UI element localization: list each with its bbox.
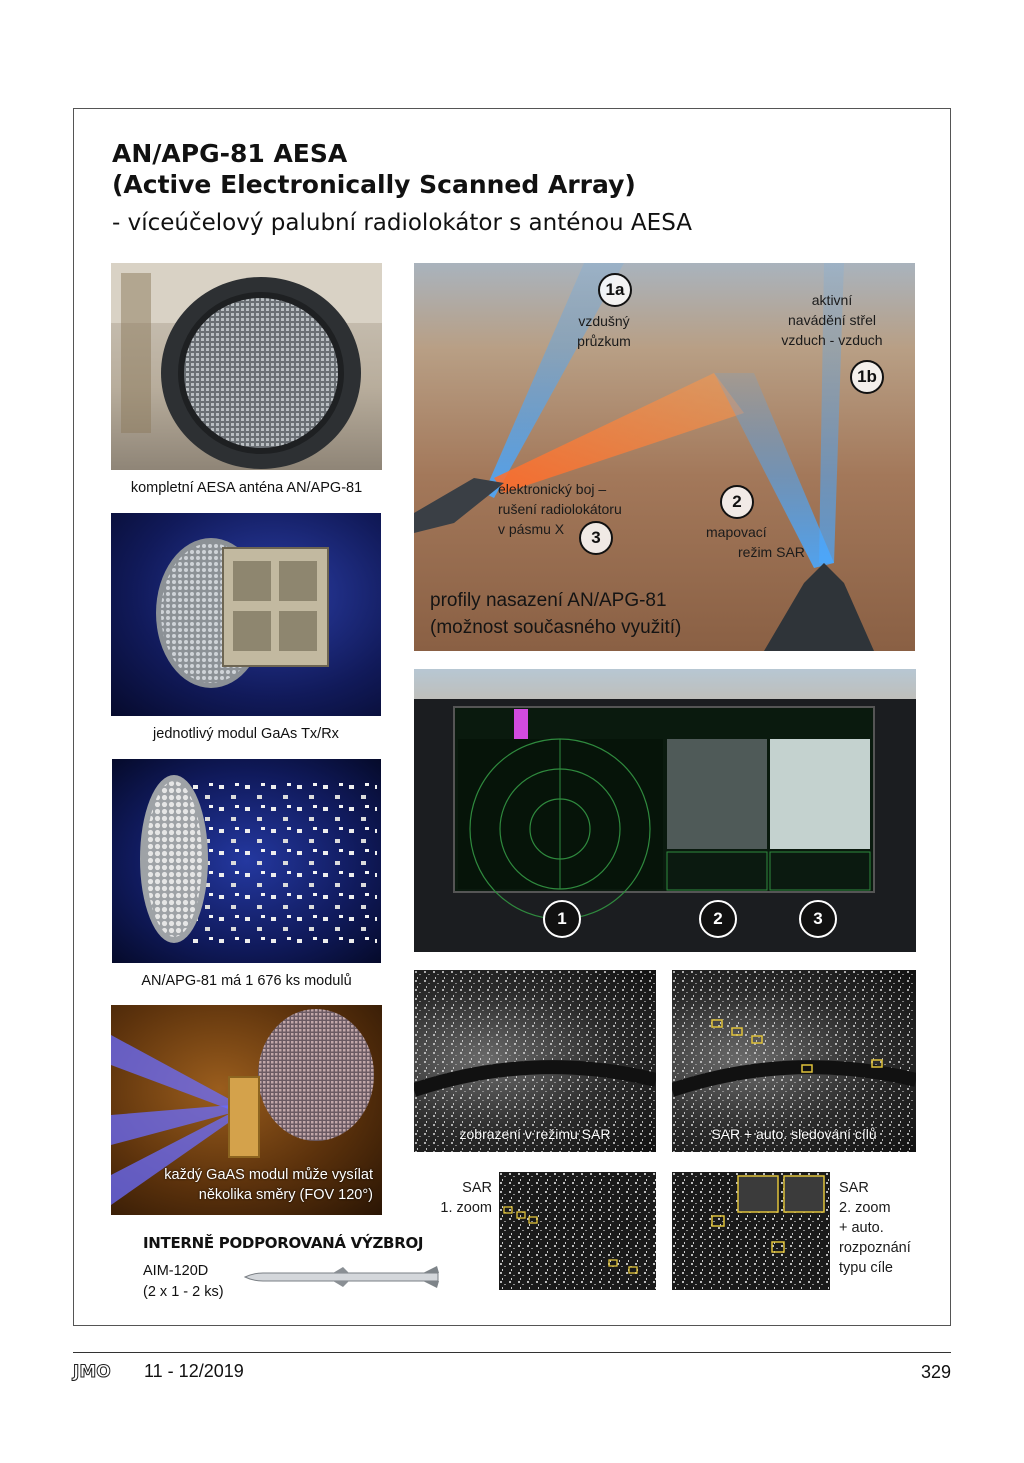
profiles-image bbox=[414, 263, 915, 651]
profiles-caption bbox=[430, 587, 681, 641]
weapon-count-label: (2 x 1 - 2 ks) bbox=[143, 1284, 224, 1300]
profile-label-3-line-3: v pásmu X bbox=[498, 521, 565, 537]
weapons-heading: INTERNĚ PODPOROVANÁ VÝZBROJ bbox=[143, 1234, 424, 1252]
profile-label-1b bbox=[772, 290, 892, 350]
fov-caption bbox=[111, 1165, 373, 1205]
profile-label-1b-line-1: aktivní bbox=[811, 292, 853, 308]
modules-illustration bbox=[112, 759, 381, 963]
title-line-1: AN/APG-81 AESA bbox=[112, 139, 348, 168]
antenna-illustration bbox=[111, 263, 382, 470]
profile-badge-3: 3 bbox=[579, 521, 613, 555]
profile-label-1a-line-1: vzdušný bbox=[578, 313, 630, 329]
page-number: 329 bbox=[921, 1362, 952, 1382]
sar-tracking-caption: SAR + auto. sledování cílů bbox=[711, 1126, 877, 1142]
modules-count-caption: AN/APG-81 má 1 676 ks modulů bbox=[141, 973, 352, 989]
sar-zoom-2-label bbox=[839, 1178, 929, 1278]
sar-tracking-image bbox=[672, 970, 916, 1152]
cockpit-illustration bbox=[414, 669, 916, 952]
sar-zoom-2-line-3: + auto. bbox=[839, 1220, 884, 1236]
profile-label-2-line-2: režim SAR bbox=[738, 544, 805, 560]
aim-120d-missile-icon bbox=[243, 1266, 443, 1288]
fov-photo bbox=[111, 1005, 382, 1215]
sar-zoom-1-label bbox=[414, 1178, 492, 1218]
profile-label-2 bbox=[706, 522, 806, 562]
sar-image bbox=[414, 970, 656, 1152]
profile-label-1a-line-2: průzkum bbox=[577, 333, 631, 349]
sar-caption: zobrazení v režimu SAR bbox=[459, 1126, 611, 1142]
fov-caption-line-2: několika směry (FOV 120°) bbox=[198, 1187, 373, 1203]
module-caption: jednotlivý modul GaAs Tx/Rx bbox=[153, 726, 339, 742]
sar-zoom-1-image bbox=[499, 1172, 656, 1290]
profile-label-1b-line-2: navádění střel bbox=[788, 312, 876, 328]
issue-date: 11 - 12/2019 bbox=[144, 1361, 244, 1381]
profile-label-1a bbox=[572, 311, 636, 351]
antenna-photo bbox=[111, 263, 382, 470]
sar-zoom-2-image bbox=[672, 1172, 830, 1290]
module-illustration bbox=[111, 513, 381, 716]
cockpit-display-image bbox=[414, 669, 916, 952]
profile-badge-1b: 1b bbox=[850, 360, 884, 394]
profile-label-3 bbox=[498, 479, 658, 539]
cockpit-badge-2: 2 bbox=[699, 900, 737, 938]
antenna-caption: kompletní AESA anténa AN/APG-81 bbox=[130, 480, 363, 496]
module-photo bbox=[111, 513, 381, 716]
weapon-name bbox=[143, 1261, 224, 1303]
sar-zoom-1-line-2: 1. zoom bbox=[440, 1200, 492, 1216]
profile-label-1b-line-3: vzduch - vzduch bbox=[781, 332, 883, 348]
profile-badge-2: 2 bbox=[720, 485, 754, 519]
page-title bbox=[112, 138, 636, 200]
profiles-caption-line-2: (možnost současného využití) bbox=[430, 617, 682, 638]
profile-label-2-line-1: mapovací bbox=[706, 524, 767, 540]
cockpit-badge-1: 1 bbox=[543, 900, 581, 938]
jmo-logo: JMO bbox=[73, 1362, 111, 1382]
sar-zoom-1-illustration bbox=[499, 1172, 656, 1290]
sar-zoom-2-line-5: typu cíle bbox=[839, 1260, 893, 1276]
modules-photo bbox=[112, 759, 381, 963]
sar-zoom-1-line-1: SAR bbox=[462, 1180, 492, 1196]
cockpit-badge-3: 3 bbox=[799, 900, 837, 938]
sar-zoom-2-line-1: SAR bbox=[839, 1180, 869, 1196]
fov-caption-line-1: každý GaAS modul může vysílat bbox=[164, 1167, 373, 1183]
profile-badge-1a: 1a bbox=[598, 273, 632, 307]
sar-zoom-2-line-2: 2. zoom bbox=[839, 1200, 891, 1216]
weapon-name-label: AIM-120D bbox=[143, 1263, 209, 1279]
profiles-caption-line-1: profily nasazení AN/APG-81 bbox=[430, 590, 667, 611]
page-subtitle: - víceúčelový palubní radiolokátor s anténou AESA bbox=[112, 210, 692, 236]
sar-zoom-2-illustration bbox=[672, 1172, 830, 1290]
profile-label-3-line-2: rušení radiolokátoru bbox=[498, 501, 622, 517]
sar-zoom-2-line-4: rozpoznání bbox=[839, 1240, 911, 1256]
title-line-2: (Active Electronically Scanned Array) bbox=[112, 170, 636, 199]
profile-label-3-line-1: elektronický boj – bbox=[498, 481, 607, 497]
footer-rule bbox=[73, 1352, 951, 1353]
